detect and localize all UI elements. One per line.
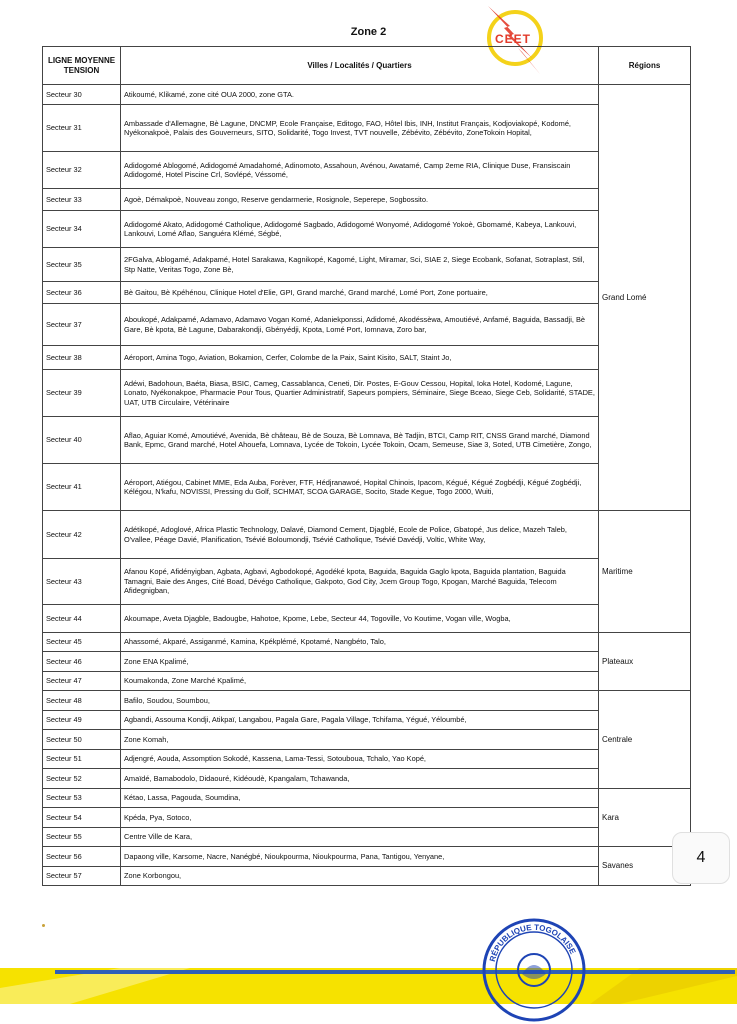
region-cell: Grand Lomé (599, 85, 691, 511)
quartiers-cell: Kpéda, Pya, Sotoco, (121, 808, 599, 828)
table-row (43, 672, 691, 691)
secteur-cell: Secteur 55 (43, 828, 121, 847)
region-cell: Savanes (599, 847, 691, 886)
table-row (43, 370, 691, 417)
page-number-badge: 4 (672, 832, 730, 884)
region-cell: Centrale (599, 691, 691, 789)
quartiers-cell: Ahassomé, Akparé, Assiganmé, Kamina, Kpékplémé, Kpotamé, Nangbéto, Talo, (121, 633, 599, 652)
secteur-cell: Secteur 42 (43, 511, 121, 559)
secteur-cell: Secteur 53 (43, 789, 121, 808)
quartiers-cell: Adidogomé Ablogomé, Adidogomé Amadahomé, Adinomoto, Assahoun, Avénou, Awatamé, Camp 2eme RIA, Clinique Duse, Fransiscain Adidogomé, Hotel Piscine Crl, Sovlépé, Véssomé, (121, 152, 599, 189)
quartiers-cell: Kétao, Lassa, Pagouda, Soumdina, (121, 789, 599, 808)
page-title: Zone 2 (350, 26, 387, 38)
secteur-cell: Secteur 35 (43, 248, 121, 282)
quartiers-cell: Zone ENA Kpalimé, (121, 652, 599, 672)
ink-dot (42, 924, 45, 927)
quartiers-cell: Dapaong ville, Karsome, Nacre, Nanégbé, Nioukpourma, Nioukpourma, Pana, Tantigou, Yenyane, (121, 847, 599, 867)
quartiers-cell: Amaïdé, Bamabodolo, Didaouré, Kidéoudè, Kpangalam, Tchawanda, (121, 769, 599, 789)
secteur-cell: Secteur 32 (43, 152, 121, 189)
secteur-cell: Secteur 49 (43, 711, 121, 730)
quartiers-cell: Adétikopé, Adoglové, Africa Plastic Technology, Dalavé, Diamond Cement, Djagblé, Ecole de Police, Gbatopé, Jus delice, Mazeh Taleb, O'vallee, Péage Davié, Planification, Tsévié Boloumondji, Tsévié Catholique, Tsévié Davédji, Voltic, White Way, (121, 511, 599, 559)
quartiers-cell: Bè Gaitou, Bè Kpéhénou, Clinique Hotel d'Elie, GPI, Grand marché, Grand marché, Lomé Port, Zone portuaire, (121, 282, 599, 304)
secteur-cell: Secteur 54 (43, 808, 121, 828)
secteur-cell: Secteur 51 (43, 750, 121, 769)
quartiers-cell: Bafilo, Soudou, Soumbou, (121, 691, 599, 711)
quartiers-cell: Koumakonda, Zone Marché Kpalimé, (121, 672, 599, 691)
secteur-cell: Secteur 34 (43, 211, 121, 248)
table-row (43, 750, 691, 769)
table-row (43, 85, 691, 105)
quartiers-cell: Centre Ville de Kara, (121, 828, 599, 847)
table-row (43, 105, 691, 152)
zone-table (42, 46, 691, 886)
secteur-cell: Secteur 39 (43, 370, 121, 417)
table-row (43, 189, 691, 211)
table-row (43, 417, 691, 464)
table-row (43, 789, 691, 808)
secteur-cell: Secteur 38 (43, 346, 121, 370)
secteur-cell: Secteur 47 (43, 672, 121, 691)
table-row (43, 633, 691, 652)
table-row (43, 769, 691, 789)
quartiers-cell: 2FGalva, Ablogamé, Adakpamé, Hotel Sarakawa, Kagnikopé, Kagomé, Light, Miramar, Sci, SIAE 2, Siege Ecobank, Sofanat, Sotraplast, Stil, Stp Natte, Veritas Togo, Zone Bè, (121, 248, 599, 282)
table-row (43, 867, 691, 886)
quartiers-cell: Aboukopé, Adakpamé, Adamavo, Adamavo Vogan Komé, Adaniekponssi, Adidomé, Akodéssèwa, Amoutiévé, Anfamé, Baguida, Bassadji, Bè Gare, Bè kpota, Bè Lagune, Dabarakondji, Gbényédji, Kpota, Lomé Port, Iomnava, Zoro bar, (121, 304, 599, 346)
secteur-cell: Secteur 43 (43, 559, 121, 605)
secteur-cell: Secteur 57 (43, 867, 121, 886)
table-row (43, 711, 691, 730)
secteur-cell: Secteur 50 (43, 730, 121, 750)
quartiers-cell: Ambassade d'Allemagne, Bè Lagune, DNCMP, Ecole Française, Editogo, FAO, Hôtel Ibis, INH, Institut Français, Kodjoviakopé, Kodomé, Nyékonakpoè, Palais des Gouverneurs, SITO, Solidarité, Togo Invest, TVT nouvelle, Zébévito, Zébévito, ZoneTokoin Hopital, (121, 105, 599, 152)
table-row (43, 652, 691, 672)
secteur-cell: Secteur 40 (43, 417, 121, 464)
secteur-cell: Secteur 46 (43, 652, 121, 672)
table-row (43, 828, 691, 847)
table-row (43, 605, 691, 633)
quartiers-cell: Aflao, Aguiar Komé, Amoutiévé, Avenida, Bè château, Bè de Souza, Bè Lomnava, Bè Tadjin, BTCI, Camp RIT, CNSS Grand marché, Diamond Bank, Epmc, Grand marché, Hotel Ahouefa, Lomnava, Lycée de Tokoin, Lycée Tokoin, Ocam, Semeuse, Siae 3, Soted, UTB Cimetière, Zongo, (121, 417, 599, 464)
secteur-cell: Secteur 30 (43, 85, 121, 105)
table-row (43, 152, 691, 189)
secteur-cell: Secteur 52 (43, 769, 121, 789)
logo-text: CEET (494, 32, 531, 46)
header-regions: Régions (599, 47, 691, 85)
table-row (43, 559, 691, 605)
quartiers-cell: Zone Korbongou, (121, 867, 599, 886)
secteur-cell: Secteur 33 (43, 189, 121, 211)
header-ligne: LIGNE MOYENNE TENSION (43, 47, 121, 85)
secteur-cell: Secteur 45 (43, 633, 121, 652)
quartiers-cell: Adéwi, Badohoun, Baéta, Biasa, BSIC, Cameg, Cassablanca, Ceneti, Dir. Postes, E-Gouv Cessou, Hopital, Ioka Hotel, Kodomé, Lagune, Lonato, Nyékonakpoe, Pharmacie Pour Tous, Quartier Administratif, Sapeurs pompiers, Séminaire, Siege Bceao, Siege Ceb, Solidarité, STADE, UAT, UTB Circulaire, Vétérinaire (121, 370, 599, 417)
table-row (43, 211, 691, 248)
region-cell: Plateaux (599, 633, 691, 691)
secteur-cell: Secteur 37 (43, 304, 121, 346)
table-row (43, 464, 691, 511)
header-villes: Villes / Localités / Quartiers (121, 47, 599, 85)
secteur-cell: Secteur 31 (43, 105, 121, 152)
region-cell: Kara (599, 789, 691, 847)
quartiers-cell: Agbandi, Assouma Kondji, Atikpaï, Langabou, Pagala Gare, Pagala Village, Tchifama, Yégué, Yéloumbé, (121, 711, 599, 730)
table-row (43, 691, 691, 711)
region-cell: Maritime (599, 511, 691, 633)
quartiers-cell: Aéroport, Amina Togo, Aviation, Bokamion, Cerfer, Colombe de la Paix, Saint Kisito, SALT, Staint Jo, (121, 346, 599, 370)
quartiers-cell: Agoè, Démakpoè, Nouveau zongo, Reserve gendarmerie, Rosignole, Seperepe, Sogbossito. (121, 189, 599, 211)
table-header-row (43, 47, 691, 85)
table-row (43, 730, 691, 750)
secteur-cell: Secteur 48 (43, 691, 121, 711)
quartiers-cell: Aéroport, Atiégou, Cabinet MME, Eda Auba, Forèver, FTF, Hédjranawoé, Hopital Chinois, Ipacom, Kégué, Kégué Zogbédji, Kégué Zogbédji, Kélégou, N'kafu, NOVISSI, Pressing du Golf, SCHMAT, SCOA GARAGE, Socito, Stade Kegue, Togo 2000, Wuiti, (121, 464, 599, 511)
stamp-text: RÉPUBLIQUE TOGOLAISE (487, 922, 578, 963)
quartiers-cell: Atikoumé, Klikamé, zone cité OUA 2000, zone GTA. (121, 85, 599, 105)
table-row (43, 847, 691, 867)
table-row (43, 282, 691, 304)
secteur-cell: Secteur 56 (43, 847, 121, 867)
quartiers-cell: Afanou Kopé, Afidényigban, Agbata, Agbavi, Agbodokopé, Agodéké kpota, Baguida, Baguida Gaglo kpota, Baguida plantation, Baguida Tamagni, Baie des Anges, Cité Boad, Dévégo Catholique, Gakpoto, God City, Jcem Group Togo, Kpogan, Marché Baguida, Telecom Afidegnigban, (121, 559, 599, 605)
secteur-cell: Secteur 41 (43, 464, 121, 511)
secteur-cell: Secteur 36 (43, 282, 121, 304)
footer-band (0, 968, 737, 1004)
quartiers-cell: Zone Komah, (121, 730, 599, 750)
table-row (43, 346, 691, 370)
secteur-cell: Secteur 44 (43, 605, 121, 633)
table-row (43, 808, 691, 828)
table-row (43, 248, 691, 282)
quartiers-cell: Akoumape, Aveta Djagble, Badougbe, Hahotoe, Kpome, Lebe, Secteur 44, Togoville, Vo Koutime, Vogan ville, Wogba, (121, 605, 599, 633)
quartiers-cell: Adjengré, Aouda, Assomption Sokodé, Kassena, Lama-Tessi, Sotouboua, Tchalo, Yao Kopé, (121, 750, 599, 769)
table-row (43, 304, 691, 346)
table-row (43, 511, 691, 559)
quartiers-cell: Adidogomé Akato, Adidogomé Catholique, Adidogomé Sagbado, Adidogomé Wonyomé, Adidogomé Yokoè, Gbomamé, Kabeya, Lankouvi, Lankouvi, Lomé Aflao, Sanguéra Klémé, Ségbé, (121, 211, 599, 248)
official-stamp (476, 916, 592, 1024)
